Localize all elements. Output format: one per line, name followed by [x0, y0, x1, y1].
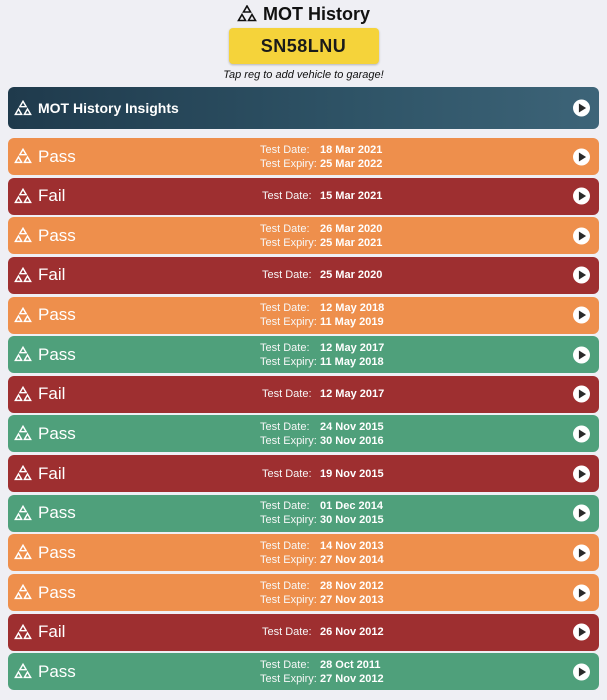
mot-logo-icon — [14, 663, 32, 680]
mot-logo-icon — [14, 148, 32, 165]
mot-logo-icon — [14, 346, 32, 363]
test-date-label: Test Date: — [260, 658, 310, 671]
test-date-value: 25 Mar 2020 — [320, 269, 383, 282]
test-dates — [260, 336, 384, 373]
test-expiry-label: Test Expiry: — [260, 593, 317, 606]
test-expiry-value: 30 Nov 2015 — [320, 514, 384, 527]
mot-test-row[interactable] — [8, 178, 599, 215]
test-expiry-value: 30 Nov 2016 — [320, 434, 384, 447]
test-date-value: 26 Nov 2012 — [320, 626, 384, 639]
play-icon — [573, 425, 590, 442]
test-dates — [260, 653, 384, 690]
test-date-value: 12 May 2017 — [320, 341, 385, 354]
play-icon — [573, 386, 590, 403]
test-date-label: Test Date: — [260, 420, 310, 433]
mot-insights-button[interactable] — [8, 87, 599, 129]
test-expiry-value: 11 May 2018 — [320, 355, 384, 368]
test-date-value: 28 Oct 2011 — [320, 658, 381, 671]
test-dates — [260, 138, 382, 175]
test-date-value: 12 May 2017 — [320, 388, 385, 401]
test-date-value: 01 Dec 2014 — [320, 500, 383, 513]
test-result: Fail — [38, 384, 66, 404]
mot-logo-icon — [14, 544, 32, 561]
test-dates — [262, 257, 382, 294]
play-icon — [573, 465, 590, 482]
test-date-value: 12 May 2018 — [320, 302, 385, 315]
mot-test-row[interactable] — [8, 138, 599, 175]
mot-logo-icon — [14, 100, 32, 117]
registration-plate-button[interactable]: SN58LNU — [229, 28, 379, 64]
mot-test-row[interactable] — [8, 534, 599, 571]
mot-logo-icon — [14, 465, 32, 482]
play-icon — [573, 267, 590, 284]
mot-test-row[interactable] — [8, 297, 599, 334]
test-result: Pass — [38, 661, 76, 681]
test-expiry-value: 27 Nov 2013 — [320, 593, 384, 606]
mot-logo-icon — [14, 624, 32, 641]
test-expiry-value: 27 Nov 2012 — [320, 672, 384, 685]
test-date-label: Test Date: — [260, 302, 310, 315]
test-date-label: Test Date: — [260, 222, 310, 235]
test-result: Pass — [38, 542, 76, 562]
test-result: Pass — [38, 305, 76, 325]
test-dates — [260, 495, 384, 532]
test-date-label: Test Date: — [262, 269, 312, 282]
play-icon — [573, 100, 590, 117]
test-dates — [260, 415, 384, 452]
test-expiry-value: 25 Mar 2021 — [320, 236, 383, 249]
header — [0, 0, 607, 27]
test-dates — [262, 376, 384, 413]
test-date-label: Test Date: — [260, 579, 310, 592]
mot-test-list — [8, 138, 599, 693]
mot-test-row[interactable] — [8, 614, 599, 651]
test-dates — [262, 614, 384, 651]
mot-logo-icon — [14, 386, 32, 403]
test-expiry-label: Test Expiry: — [260, 514, 317, 527]
test-date-label: Test Date: — [262, 626, 312, 639]
play-icon — [573, 624, 590, 641]
test-date-label: Test Date: — [260, 341, 310, 354]
mot-logo-icon — [14, 584, 32, 601]
test-result: Fail — [38, 622, 66, 642]
mot-test-row[interactable] — [8, 574, 599, 611]
test-expiry-label: Test Expiry: — [260, 355, 317, 368]
play-icon — [573, 227, 590, 244]
add-to-garage-hint: Tap reg to add vehicle to garage! — [223, 69, 384, 81]
test-expiry-value: 27 Nov 2014 — [320, 553, 384, 566]
test-result: Pass — [38, 582, 76, 602]
play-icon — [573, 544, 590, 561]
mot-logo-icon — [237, 5, 257, 23]
mot-logo-icon — [14, 425, 32, 442]
mot-test-row[interactable] — [8, 336, 599, 373]
mot-test-row[interactable] — [8, 653, 599, 690]
test-expiry-value: 11 May 2019 — [320, 316, 384, 329]
test-date-value: 28 Nov 2012 — [320, 579, 384, 592]
mot-test-row[interactable] — [8, 217, 599, 254]
test-date-label: Test Date: — [262, 388, 312, 401]
test-date-value: 15 Mar 2021 — [320, 190, 383, 203]
test-date-value: 19 Nov 2015 — [320, 467, 384, 480]
test-dates — [260, 534, 384, 571]
mot-logo-icon — [14, 188, 32, 205]
test-result: Pass — [38, 146, 76, 166]
play-icon — [573, 663, 590, 680]
mot-logo-icon — [14, 227, 32, 244]
test-result: Fail — [38, 463, 66, 483]
test-date-value: 18 Mar 2021 — [320, 143, 383, 156]
test-result: Pass — [38, 344, 76, 364]
test-expiry-value: 25 Mar 2022 — [320, 157, 383, 170]
test-expiry-label: Test Expiry: — [260, 553, 317, 566]
test-expiry-label: Test Expiry: — [260, 157, 317, 170]
test-dates — [262, 455, 384, 492]
play-icon — [573, 148, 590, 165]
test-date-value: 14 Nov 2013 — [320, 539, 384, 552]
mot-test-row[interactable] — [8, 415, 599, 452]
test-date-label: Test Date: — [260, 143, 310, 156]
mot-logo-icon — [14, 307, 32, 324]
test-result: Fail — [38, 186, 66, 206]
mot-logo-icon — [14, 505, 32, 522]
test-result: Pass — [38, 423, 76, 443]
test-date-value: 26 Mar 2020 — [320, 222, 383, 235]
mot-test-row[interactable] — [8, 495, 599, 532]
play-icon — [573, 188, 590, 205]
test-expiry-label: Test Expiry: — [260, 434, 317, 447]
test-dates — [262, 178, 382, 215]
mot-logo-icon — [14, 267, 32, 284]
test-date-label: Test Date: — [262, 190, 312, 203]
mot-test-row[interactable] — [8, 257, 599, 294]
test-dates — [260, 297, 384, 334]
test-expiry-label: Test Expiry: — [260, 672, 317, 685]
test-result: Pass — [38, 503, 76, 523]
test-expiry-label: Test Expiry: — [260, 236, 317, 249]
test-date-value: 24 Nov 2015 — [320, 420, 384, 433]
mot-test-row[interactable] — [8, 376, 599, 413]
play-icon — [573, 346, 590, 363]
test-result: Pass — [38, 225, 76, 245]
test-result: Fail — [38, 265, 66, 285]
test-expiry-label: Test Expiry: — [260, 316, 317, 329]
page-title: MOT History — [262, 3, 370, 24]
test-dates — [260, 217, 382, 254]
test-date-label: Test Date: — [260, 539, 310, 552]
test-dates — [260, 574, 384, 611]
play-icon — [573, 307, 590, 324]
test-date-label: Test Date: — [260, 500, 310, 513]
play-icon — [573, 584, 590, 601]
insights-label: MOT History Insights — [38, 100, 179, 116]
test-date-label: Test Date: — [262, 467, 312, 480]
mot-test-row[interactable] — [8, 455, 599, 492]
play-icon — [573, 505, 590, 522]
